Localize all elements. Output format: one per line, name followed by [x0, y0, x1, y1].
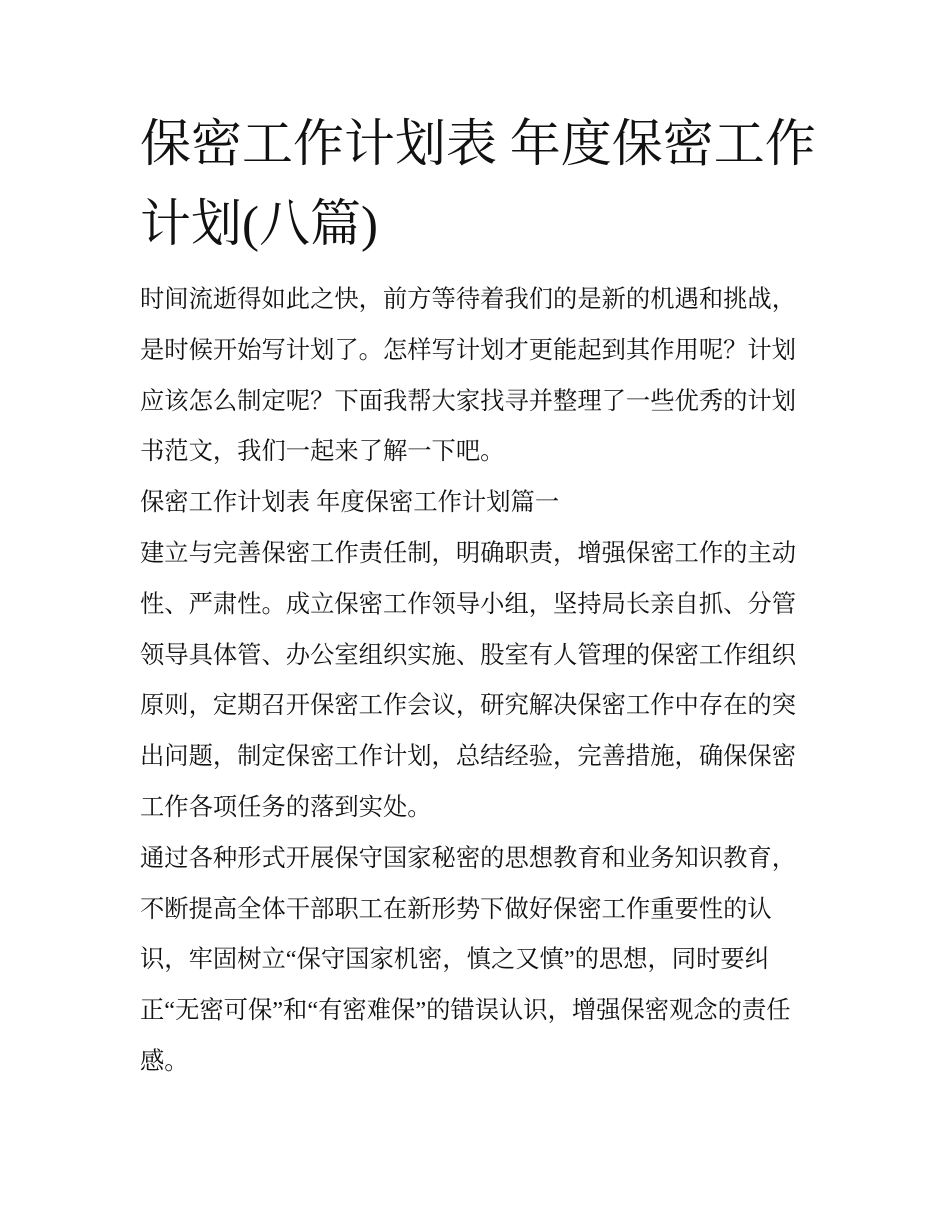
title-line: 计划(八篇): [140, 197, 378, 253]
section-heading: 保密工作计划表 年度保密工作计划篇一: [140, 489, 560, 517]
text-line: 性、严肃性。成立保密工作领导小组，坚持局长亲自抓、分管: [140, 590, 797, 618]
intro-paragraph: [140, 275, 830, 478]
text-line: 正“无密可保”和“有密难保”的错误认识，增强保密观念的责任: [140, 997, 791, 1025]
text-line: 不断提高全体干部职工在新形势下做好保密工作重要性的认: [140, 895, 772, 923]
text-line: 感。: [140, 1047, 189, 1075]
document-body: [140, 275, 830, 1088]
text-line: 领导具体管、办公室组织实施、股室有人管理的保密工作组织: [140, 641, 797, 669]
text-line: 是时候开始写计划了。怎样写计划才更能起到其作用呢？计划: [140, 336, 797, 364]
text-line: 应该怎么制定呢？下面我帮大家找寻并整理了一些优秀的计划: [140, 387, 797, 415]
title-line: 保密工作计划表 年度保密工作: [140, 117, 816, 173]
text-line: 书范文，我们一起来了解一下吧。: [140, 438, 505, 466]
text-line: 识，牢固树立“保守国家机密，慎之又慎”的思想，同时要纠: [140, 946, 769, 974]
text-line: 建立与完善保密工作责任制，明确职责，增强保密工作的主动: [140, 539, 797, 567]
document-title: [140, 105, 840, 265]
text-line: 通过各种形式开展保守国家秘密的思想教育和业务知识教育，: [140, 844, 797, 872]
text-line: 时间流逝得如此之快，前方等待着我们的是新的机遇和挑战，: [140, 286, 797, 313]
text-line: 工作各项任务的落到实处。: [140, 793, 432, 821]
paragraph-2: [140, 834, 830, 1088]
paragraph-1: [140, 529, 830, 834]
text-line: 原则，定期召开保密工作会议，研究解决保密工作中存在的突: [140, 692, 797, 720]
text-line: 出问题，制定保密工作计划，总结经验，完善措施，确保保密: [140, 743, 797, 771]
